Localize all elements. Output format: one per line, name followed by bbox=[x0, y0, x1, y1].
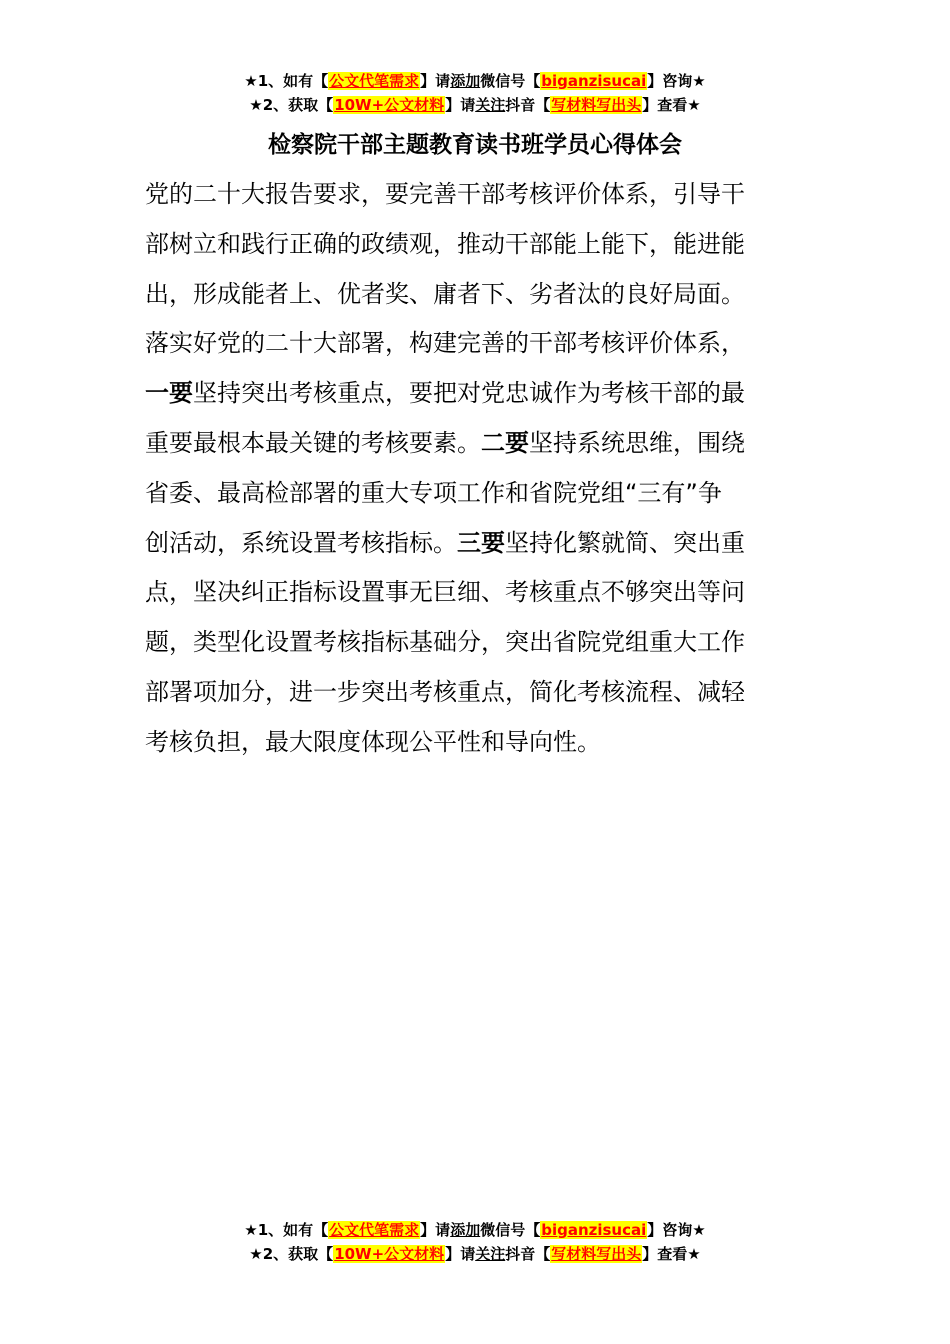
body-line-text: 部署项加分，进一步突出考核重点，简化考核流程、减轻 bbox=[145, 677, 745, 706]
body-line-text: 坚持系统思维，围绕 bbox=[529, 428, 745, 457]
body-line-text: 考核负担，最大限度体现公平性和导向性。 bbox=[145, 727, 601, 756]
notice-text: 】咨询★ bbox=[647, 1221, 706, 1239]
body-line bbox=[145, 718, 785, 768]
notice-text: 】查看★ bbox=[642, 96, 701, 114]
notice-text: 】请 bbox=[445, 1245, 476, 1263]
body-line-text: 坚持化繁就简、突出重 bbox=[505, 528, 745, 557]
notice-line-2 bbox=[0, 93, 950, 117]
notice-underline: 添加 bbox=[450, 72, 481, 90]
header-notice bbox=[0, 69, 950, 117]
notice-text: 抖音【 bbox=[505, 1245, 551, 1263]
notice-highlight: 10W+公文材料 bbox=[334, 96, 445, 114]
body-line-text: 创活动，系统设置考核指标。 bbox=[145, 528, 457, 557]
notice-text: 】请 bbox=[420, 1221, 451, 1239]
notice-text: ★2、获取【 bbox=[249, 1245, 334, 1263]
body-line bbox=[145, 668, 785, 718]
document-body bbox=[145, 170, 785, 768]
notice-text: 抖音【 bbox=[505, 96, 551, 114]
body-line bbox=[145, 469, 785, 519]
notice-text: ★1、如有【 bbox=[244, 72, 329, 90]
notice-underline: 添加 bbox=[450, 1221, 481, 1239]
body-emphasis: 三要 bbox=[457, 528, 505, 557]
body-emphasis: 二要 bbox=[481, 428, 529, 457]
notice-text: 】咨询★ bbox=[647, 72, 706, 90]
body-line bbox=[145, 270, 785, 320]
body-line bbox=[145, 319, 785, 369]
wechat-id-highlight: biganzisucai bbox=[541, 72, 647, 90]
body-line bbox=[145, 220, 785, 270]
body-line-text: 落实好党的二十大部署，构建完善的干部考核评价体系， bbox=[145, 329, 745, 358]
body-line-text: 出，形成能者上、优者奖、庸者下、劣者汰的良好局面。 bbox=[145, 279, 745, 308]
notice-text: 】请 bbox=[445, 96, 476, 114]
body-line bbox=[145, 419, 785, 469]
body-line-text: 党的二十大报告要求，要完善干部考核评价体系，引导干 bbox=[145, 180, 745, 208]
footer-notice bbox=[0, 1218, 950, 1266]
wechat-id-highlight: biganzisucai bbox=[541, 1221, 647, 1239]
body-line-text: 坚持突出考核重点，要把对党忠诚作为考核干部的最 bbox=[193, 379, 745, 408]
notice-text: 】查看★ bbox=[642, 1245, 701, 1263]
notice-text: 微信号【 bbox=[480, 1221, 541, 1239]
douyin-id-highlight: 写材料写出头 bbox=[551, 1245, 642, 1263]
notice-line-1 bbox=[0, 69, 950, 93]
notice-highlight: 公文代笔需求 bbox=[329, 72, 420, 90]
notice-text: ★2、获取【 bbox=[249, 96, 334, 114]
notice-line-1 bbox=[0, 1218, 950, 1242]
notice-text: 】请 bbox=[420, 72, 451, 90]
douyin-id-highlight: 写材料写出头 bbox=[551, 96, 642, 114]
body-line-text: 省委、最高检部署的重大专项工作和省院党组“三有”争 bbox=[145, 478, 722, 507]
body-line-text: 点，坚决纠正指标设置事无巨细、考核重点不够突出等问 bbox=[145, 578, 745, 607]
body-line bbox=[145, 369, 785, 419]
body-emphasis: 一要 bbox=[145, 379, 193, 408]
body-line bbox=[145, 618, 785, 668]
document-title: 检察院干部主题教育读书班学员心得体会 bbox=[268, 132, 682, 158]
notice-underline: 关注 bbox=[475, 1245, 506, 1263]
notice-highlight: 公文代笔需求 bbox=[329, 1221, 420, 1239]
body-line bbox=[145, 170, 785, 220]
body-line bbox=[145, 568, 785, 618]
body-line-text: 题，类型化设置考核指标基础分，突出省院党组重大工作 bbox=[145, 628, 745, 657]
notice-text: ★1、如有【 bbox=[244, 1221, 329, 1239]
notice-text: 微信号【 bbox=[480, 72, 541, 90]
body-line bbox=[145, 519, 785, 569]
notice-line-2 bbox=[0, 1242, 950, 1266]
notice-highlight: 10W+公文材料 bbox=[334, 1245, 445, 1263]
body-line-text: 部树立和践行正确的政绩观，推动干部能上能下，能进能 bbox=[145, 229, 745, 258]
body-line-text: 重要最根本最关键的考核要素。 bbox=[145, 428, 481, 457]
notice-underline: 关注 bbox=[475, 96, 506, 114]
